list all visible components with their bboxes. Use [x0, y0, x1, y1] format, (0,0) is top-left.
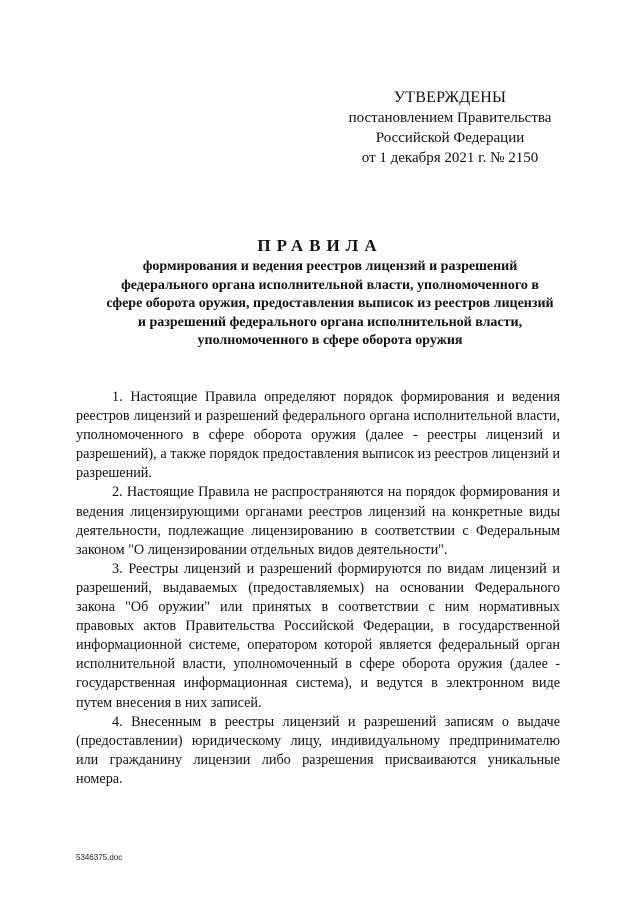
approval-line-2: Российской Федерации [375, 130, 525, 146]
paragraph-4: 4. Внесенным в реестры лицензий и разрешений записям о выдаче (предоставлении) юридическому лицу, индивидуальному предпринимателю или гражданину лицензии либо разрешения присваиваются уникальные номера. [76, 713, 560, 787]
paragraph-1: 1. Настоящие Правила определяют порядок формирования и ведения реестров лицензий и разрешений федерального органа исполнительной власти, уполномоченного в сфере оборота оружия (далее - реестры лицензий и разрешений), а также порядок предоставления выписок из реестров лицензий и разрешений. [76, 389, 560, 482]
paragraph-3: 3. Реестры лицензий и разрешений формируются по видам лицензий и разрешений, выдаваемых (предоставляемых) на основании Федерального закона "Об оружии" или принятых в соответствии с ним нормативных правовых актов Правительства Российской Федерации, в государственной информационной системе, оператором которой является федеральный орган исполнительной власти, уполномоченный в сфере оборота оружия (далее - государственная информационная система), и ведутся в электронном виде путем внесения в них записей. [76, 560, 560, 711]
document-subtitle: формирования и ведения реестров лицензий и разрешений федерального органа исполнительной власти, уполномоченного в сфере оборота оружия, предоставления выписок из реестров лицензий и разрешений федерального органа исполнительной власти, уполномоченного в сфере оборота оружия [106, 259, 554, 348]
document-title: ПРАВИЛА [257, 236, 383, 255]
paragraph-2: 2. Настоящие Правила не распространяются на порядок формирования и ведения лицензирующими органами реестров лицензий на конкретные виды деятельности, подлежащие лицензированию в соответствии с Федеральным законом "О лицензировании отдельных видов деятельности". [76, 484, 560, 558]
approval-line-3: от 1 декабря 2021 г. № 2150 [361, 150, 539, 166]
document-file-code: 5346375.doc [76, 853, 123, 862]
approval-block [330, 88, 570, 168]
approval-word: УТВЕРЖДЕНЫ [393, 89, 507, 106]
approval-line-1: постановлением Правительства [348, 110, 552, 126]
document-body [76, 388, 560, 789]
